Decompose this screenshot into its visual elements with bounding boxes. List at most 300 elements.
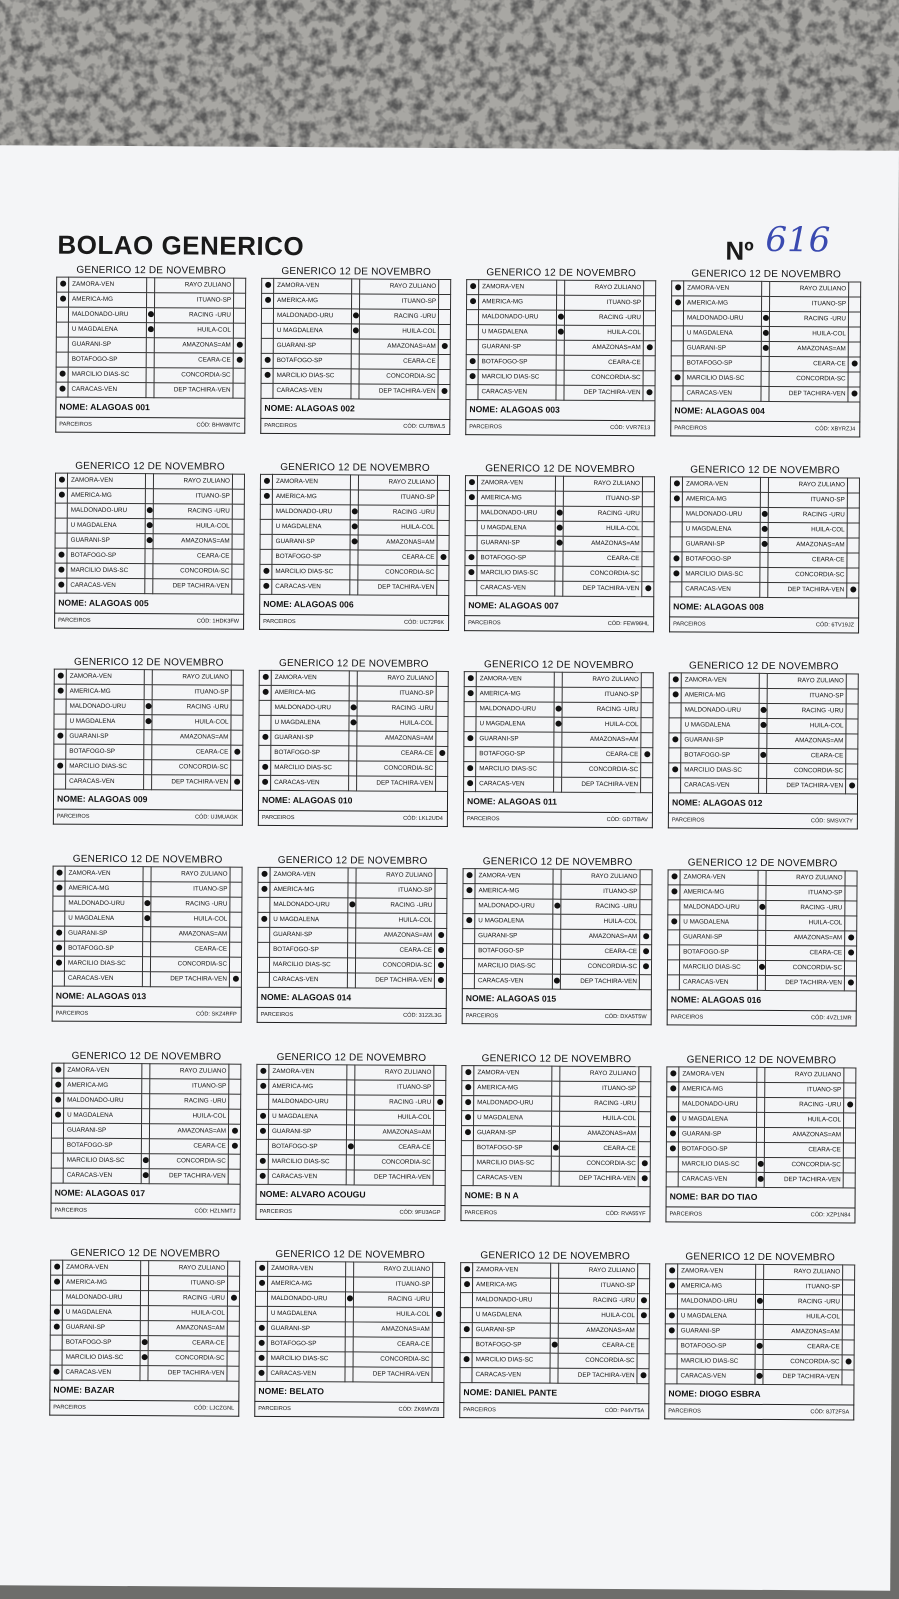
draw-pick-cell: [757, 1097, 765, 1112]
away-pick-cell: [637, 1354, 649, 1369]
pick-mark: [555, 721, 561, 727]
away-team: RACING -URU: [359, 309, 438, 324]
home-team: MARCILIO DIAS-SC: [271, 760, 349, 775]
match-row: [666, 1279, 855, 1295]
pick-mark: [437, 977, 443, 983]
matches-table: [464, 475, 655, 597]
draw-pick-cell: [760, 582, 768, 597]
match-row: [669, 763, 858, 779]
card-name-row: [254, 1382, 444, 1403]
away-team: CEARA-CE: [152, 745, 231, 760]
away-team: CONCORDIA-SC: [154, 368, 233, 383]
home-pick-cell: [54, 699, 66, 714]
match-row: [669, 733, 858, 749]
home-pick-cell: [670, 552, 682, 567]
code-field: [399, 1403, 440, 1417]
granite-countertop: [0, 0, 899, 170]
home-pick-cell: [56, 382, 68, 397]
card-title: GENERICO 12 DE NOVEMBRO: [281, 265, 432, 278]
pick-mark: [231, 1128, 237, 1134]
home-team: MARCILIO DIAS-SC: [64, 956, 142, 971]
card-footer: [257, 1008, 447, 1024]
home-pick-cell: [462, 1111, 474, 1126]
draw-pick-cell: [556, 340, 564, 355]
draw-pick-cell: [759, 778, 767, 793]
away-team: RAYO ZULIANO: [561, 869, 640, 884]
away-team: ITUANO-SP: [356, 883, 435, 898]
draw-pick-cell: [142, 1094, 150, 1109]
match-row: [259, 760, 448, 776]
match-row: [668, 885, 857, 901]
away-pick-cell: [227, 1366, 239, 1381]
name-prefix: NOME:: [264, 402, 296, 414]
away-pick-cell: [643, 341, 655, 356]
away-team: HUILA-COL: [564, 325, 643, 340]
name-value: ALAGOAS 003: [500, 404, 560, 415]
home-pick-cell: [259, 775, 271, 790]
draw-pick-cell: [757, 1112, 765, 1127]
draw-pick-cell: [345, 1352, 353, 1367]
away-pick-cell: [439, 279, 451, 294]
matches-table: [670, 280, 861, 402]
home-team: BOTAFOGO-SP: [681, 748, 759, 763]
pick-mark: [438, 947, 444, 953]
away-team: DEP TACHIRA-VEN: [355, 973, 434, 988]
pick-mark: [60, 281, 66, 287]
draw-pick-cell: [144, 715, 152, 730]
away-pick-cell: [229, 1109, 241, 1124]
match-row: [260, 579, 449, 595]
ticket-card: [463, 658, 654, 828]
matches-table: [256, 1064, 447, 1186]
card-title: GENERICO 12 DE NOVEMBRO: [76, 264, 227, 277]
away-pick-cell: [438, 354, 450, 369]
pick-mark: [756, 1298, 762, 1304]
home-pick-cell: [465, 581, 477, 596]
match-row: [464, 762, 653, 778]
draw-pick-cell: [760, 477, 768, 492]
card-title: GENERICO 12 DE NOVEMBRO: [75, 460, 225, 473]
draw-pick-cell: [347, 973, 355, 988]
away-team: ITUANO-SP: [764, 1279, 843, 1294]
pick-mark: [668, 1313, 674, 1319]
card-name-row: [667, 990, 857, 1011]
match-row: [51, 1260, 240, 1276]
code-field: [404, 616, 444, 630]
pick-mark: [351, 539, 357, 545]
home-pick-cell: [54, 729, 66, 744]
draw-pick-cell: [760, 552, 768, 567]
match-row: [666, 1127, 855, 1143]
away-team: HUILA-COL: [561, 914, 640, 929]
away-team: AMAZONAS=AM: [149, 1124, 228, 1139]
draw-pick-cell: [346, 1170, 354, 1185]
away-team: RACING -URU: [355, 1095, 434, 1110]
code-value: RVA55YF: [621, 1211, 646, 1218]
matches-table: [254, 1261, 445, 1383]
code-field: [816, 618, 854, 632]
pick-mark: [760, 707, 766, 713]
match-row: [466, 355, 655, 371]
away-pick-cell: [638, 1264, 650, 1279]
home-pick-cell: [670, 522, 682, 537]
draw-pick-cell: [555, 521, 563, 536]
home-pick-cell: [462, 1066, 474, 1081]
pick-mark: [847, 1102, 853, 1108]
draw-pick-cell: [348, 928, 356, 943]
away-team: RACING -URU: [769, 311, 848, 326]
pick-mark: [56, 930, 62, 936]
home-team: MARCILIO DIAS-SC: [474, 959, 552, 974]
match-row: [671, 371, 860, 387]
away-pick-cell: [848, 327, 860, 342]
matches-table: [49, 1260, 240, 1382]
printed-sheet: [0, 145, 899, 1590]
draw-pick-cell: [346, 1155, 354, 1170]
home-team: U MAGDALENA: [272, 519, 350, 534]
draw-pick-cell: [552, 1111, 560, 1126]
away-team: CONCORDIA-SC: [564, 370, 643, 385]
home-pick-cell: [55, 503, 67, 518]
ticket-card: [667, 856, 858, 1026]
match-row: [51, 1168, 240, 1184]
home-team: MARCILIO DIAS-SC: [476, 762, 554, 777]
away-pick-cell: [436, 671, 448, 686]
name-value: ALAGOAS 005: [88, 597, 149, 609]
away-pick-cell: [230, 897, 242, 912]
match-row: [461, 1171, 650, 1187]
pick-mark: [56, 870, 62, 876]
card-footer: [463, 812, 653, 828]
away-pick-cell: [232, 504, 244, 519]
away-team: DEP TACHIRA-VEN: [769, 386, 848, 401]
card-title: GENERICO 12 DE NOVEMBRO: [688, 660, 839, 673]
draw-pick-cell: [555, 581, 563, 596]
home-team: AMERICA-MG: [268, 1276, 346, 1291]
away-team: DEP TACHIRA-VEN: [357, 776, 436, 791]
away-team: DEP TACHIRA-VEN: [559, 1171, 638, 1186]
draw-pick-cell: [350, 505, 358, 520]
away-team: CONCORDIA-SC: [763, 1354, 842, 1369]
name-value: ALAGOAS 008: [703, 601, 764, 612]
away-pick-cell: [233, 383, 245, 398]
match-row: [667, 1082, 856, 1098]
home-team: U MAGDALENA: [66, 714, 144, 729]
draw-pick-cell: [550, 1323, 558, 1338]
matches-table: [55, 277, 246, 399]
card-name-row: [260, 399, 450, 420]
home-team: ZAMORA-VEN: [479, 280, 557, 295]
draw-pick-cell: [761, 386, 769, 401]
home-pick-cell: [50, 1290, 62, 1305]
home-pick-cell: [57, 292, 69, 307]
match-row: [260, 504, 449, 520]
home-pick-cell: [52, 971, 64, 986]
away-pick-cell: [435, 868, 447, 883]
home-team: BOTAFOGO-SP: [683, 356, 761, 371]
draw-pick-cell: [555, 476, 563, 491]
home-team: MALDONADO-URU: [679, 1097, 757, 1112]
pick-mark: [646, 345, 652, 351]
home-team: ZAMORA-VEN: [474, 1066, 552, 1081]
draw-pick-cell: [757, 1067, 765, 1082]
away-team: RACING -URU: [765, 1097, 844, 1112]
name-prefix: NOME:: [669, 1191, 701, 1202]
away-pick-cell: [846, 674, 858, 689]
pick-mark: [670, 1086, 676, 1092]
card-footer: [259, 615, 449, 631]
home-team: AMERICA-MG: [680, 885, 758, 900]
away-team: CONCORDIA-SC: [358, 565, 437, 580]
away-pick-cell: [642, 492, 654, 507]
home-team: AMERICA-MG: [476, 687, 554, 702]
match-row: [665, 1324, 854, 1340]
away-team: HUILA-COL: [152, 715, 231, 730]
pick-mark: [258, 1325, 264, 1331]
away-pick-cell: [436, 701, 448, 716]
card-title: GENERICO 12 DE NOVEMBRO: [480, 1250, 631, 1263]
home-team: BOTAFOGO-SP: [475, 944, 553, 959]
home-pick-cell: [259, 745, 271, 760]
draw-pick-cell: [761, 341, 769, 356]
away-team: HUILA-COL: [763, 1309, 842, 1324]
pick-mark: [554, 903, 560, 909]
home-team: GUARANI-SP: [475, 929, 553, 944]
code-field: [811, 814, 853, 828]
away-team: HUILA-COL: [153, 519, 232, 534]
away-team: DEP TACHIRA-VEN: [149, 1169, 228, 1184]
name-value: BELATO: [289, 1386, 325, 1397]
pick-mark: [672, 767, 678, 773]
home-pick-cell: [465, 566, 477, 581]
away-team: CEARA-CE: [151, 942, 230, 957]
away-team: RACING -URU: [154, 308, 233, 323]
draw-pick-cell: [140, 1321, 148, 1336]
ticket-card: [668, 659, 859, 829]
code-prefix: CÓD:: [399, 1209, 416, 1216]
code-value: SKZ4RFP: [211, 1011, 237, 1018]
parceiros-label: PARCEIROS: [59, 421, 92, 428]
away-pick-cell: [846, 689, 858, 704]
matches-table: [667, 869, 858, 991]
home-team: MALDONADO-URU: [681, 703, 759, 718]
away-pick-cell: [230, 927, 242, 942]
home-team: MALDONADO-URU: [269, 1094, 347, 1109]
pick-mark: [259, 1128, 265, 1134]
code-value: 3122L3G: [418, 1012, 442, 1019]
pick-mark: [145, 703, 151, 709]
away-team: DEP TACHIRA-VEN: [560, 974, 639, 989]
away-pick-cell: [637, 1324, 649, 1339]
match-row: [668, 930, 857, 946]
home-pick-cell: [55, 548, 67, 563]
away-team: ITUANO-SP: [559, 1278, 638, 1293]
pick-mark: [466, 887, 472, 893]
match-row: [54, 669, 243, 685]
home-pick-cell: [670, 492, 682, 507]
home-pick-cell: [55, 578, 67, 593]
match-row: [258, 912, 447, 928]
away-pick-cell: [644, 296, 656, 311]
draw-pick-cell: [554, 762, 562, 777]
match-row: [56, 307, 245, 323]
name-value: ALAGOAS 012: [702, 797, 763, 808]
home-team: AMERICA-MG: [63, 1275, 141, 1290]
match-row: [667, 975, 856, 991]
draw-pick-cell: [144, 670, 152, 685]
home-pick-cell: [464, 762, 476, 777]
away-pick-cell: [637, 1294, 649, 1309]
away-team: RAYO ZULIANO: [360, 279, 439, 294]
pick-mark: [640, 1298, 646, 1304]
card-name-row: [668, 793, 858, 814]
home-team: AMERICA-MG: [681, 688, 759, 703]
pick-mark: [259, 1280, 265, 1286]
match-row: [462, 959, 651, 975]
pick-mark: [851, 361, 857, 367]
home-pick-cell: [668, 870, 680, 885]
pick-mark: [263, 493, 269, 499]
match-row: [257, 1079, 446, 1095]
card-name-row: [463, 792, 653, 813]
home-team: U MAGDALENA: [679, 1112, 757, 1127]
draw-pick-cell: [348, 868, 356, 883]
home-pick-cell: [52, 1078, 64, 1093]
home-team: CARACAS-VEN: [63, 1168, 141, 1183]
parceiros-label: PARCEIROS: [55, 1010, 89, 1017]
draw-pick-cell: [350, 520, 358, 535]
away-team: ITUANO-SP: [766, 885, 845, 900]
home-pick-cell: [257, 1109, 269, 1124]
home-team: ZAMORA-VEN: [64, 1063, 142, 1078]
match-row: [259, 700, 448, 716]
away-team: CONCORDIA-SC: [563, 566, 642, 581]
parceiros-label: PARCEIROS: [674, 425, 707, 432]
code-value: LJCZGNL: [209, 1405, 235, 1412]
name-prefix: NOME:: [59, 401, 91, 412]
draw-pick-cell: [551, 1278, 559, 1293]
match-row: [666, 1157, 855, 1173]
home-pick-cell: [464, 687, 476, 702]
away-team: ITUANO-SP: [150, 1079, 229, 1094]
home-pick-cell: [54, 759, 66, 774]
match-row: [54, 744, 243, 760]
home-pick-cell: [464, 732, 476, 747]
home-team: AMERICA-MG: [473, 1278, 551, 1293]
draw-pick-cell: [759, 763, 767, 778]
card-title: GENERICO 12 DE NOVEMBRO: [483, 659, 634, 672]
card-footer: [670, 421, 860, 437]
home-team: AMERICA-MG: [477, 491, 555, 506]
pick-mark: [668, 1328, 674, 1334]
home-team: MALDONADO-URU: [478, 310, 556, 325]
home-pick-cell: [261, 353, 273, 368]
pick-mark: [260, 1113, 266, 1119]
pick-mark: [439, 750, 445, 756]
code-field: [811, 1208, 851, 1222]
away-team: CEARA-CE: [766, 945, 845, 960]
away-team: HUILA-COL: [768, 522, 847, 537]
match-row: [465, 476, 654, 492]
draw-pick-cell: [145, 549, 153, 564]
home-pick-cell: [260, 534, 272, 549]
home-team: MARCILIO DIAS-SC: [66, 759, 144, 774]
away-pick-cell: [438, 309, 450, 324]
pick-mark: [263, 568, 269, 574]
draw-pick-cell: [141, 1276, 149, 1291]
match-row: [668, 870, 857, 886]
away-team: ITUANO-SP: [565, 295, 644, 310]
home-team: GUARANI-SP: [678, 1127, 756, 1142]
match-row: [55, 578, 244, 594]
code-field: [194, 1401, 235, 1415]
away-pick-cell: [438, 324, 450, 339]
away-team: AMAZONAS=AM: [357, 731, 436, 746]
home-pick-cell: [53, 911, 65, 926]
home-team: U MAGDALENA: [270, 912, 348, 927]
match-row: [465, 491, 654, 507]
card-footer: [464, 616, 654, 632]
pick-mark: [141, 1339, 147, 1345]
pick-mark: [55, 1112, 61, 1118]
pick-mark: [147, 311, 153, 317]
match-row: [51, 1138, 240, 1154]
home-team: ZAMORA-VEN: [679, 1067, 757, 1082]
home-team: MALDONADO-URU: [65, 896, 143, 911]
match-row: [56, 322, 245, 338]
home-team: BOTAFOGO-SP: [473, 1141, 551, 1156]
match-row: [54, 714, 243, 730]
draw-pick-cell: [552, 959, 560, 974]
away-team: CEARA-CE: [763, 1339, 842, 1354]
parceiros-label: PARCEIROS: [56, 813, 90, 820]
home-pick-cell: [667, 960, 679, 975]
away-pick-cell: [233, 338, 245, 353]
name-prefix: NOME:: [259, 1188, 291, 1200]
draw-pick-cell: [551, 1171, 559, 1186]
draw-pick-cell: [145, 579, 153, 594]
ticket-card: [55, 264, 246, 434]
name-value: ALAGOAS 004: [705, 405, 765, 416]
pick-mark: [352, 313, 358, 319]
home-pick-cell: [462, 959, 474, 974]
name-value: BAZAR: [84, 1384, 115, 1395]
draw-pick-cell: [144, 685, 152, 700]
away-pick-cell: [232, 489, 244, 504]
home-team: CARACAS-VEN: [478, 385, 556, 400]
pick-mark: [57, 763, 63, 769]
away-pick-cell: [227, 1306, 239, 1321]
away-pick-cell: [230, 867, 242, 882]
name-prefix: NOME:: [463, 1387, 495, 1398]
match-row: [54, 699, 243, 715]
draw-pick-cell: [756, 1172, 764, 1187]
parceiros-label: PARCEIROS: [464, 1210, 498, 1217]
home-team: AMERICA-MG: [271, 685, 349, 700]
match-row: [467, 280, 656, 296]
away-pick-cell: [232, 579, 244, 594]
home-team: MALDONADO-URU: [67, 503, 145, 518]
home-pick-cell: [665, 1339, 677, 1354]
match-row: [671, 386, 860, 402]
home-team: ZAMORA-VEN: [63, 1260, 141, 1275]
match-row: [54, 729, 243, 745]
home-pick-cell: [464, 717, 476, 732]
home-team: ZAMORA-VEN: [678, 1264, 756, 1279]
pick-mark: [761, 511, 767, 517]
away-team: HUILA-COL: [765, 1112, 844, 1127]
draw-pick-cell: [347, 1110, 355, 1125]
